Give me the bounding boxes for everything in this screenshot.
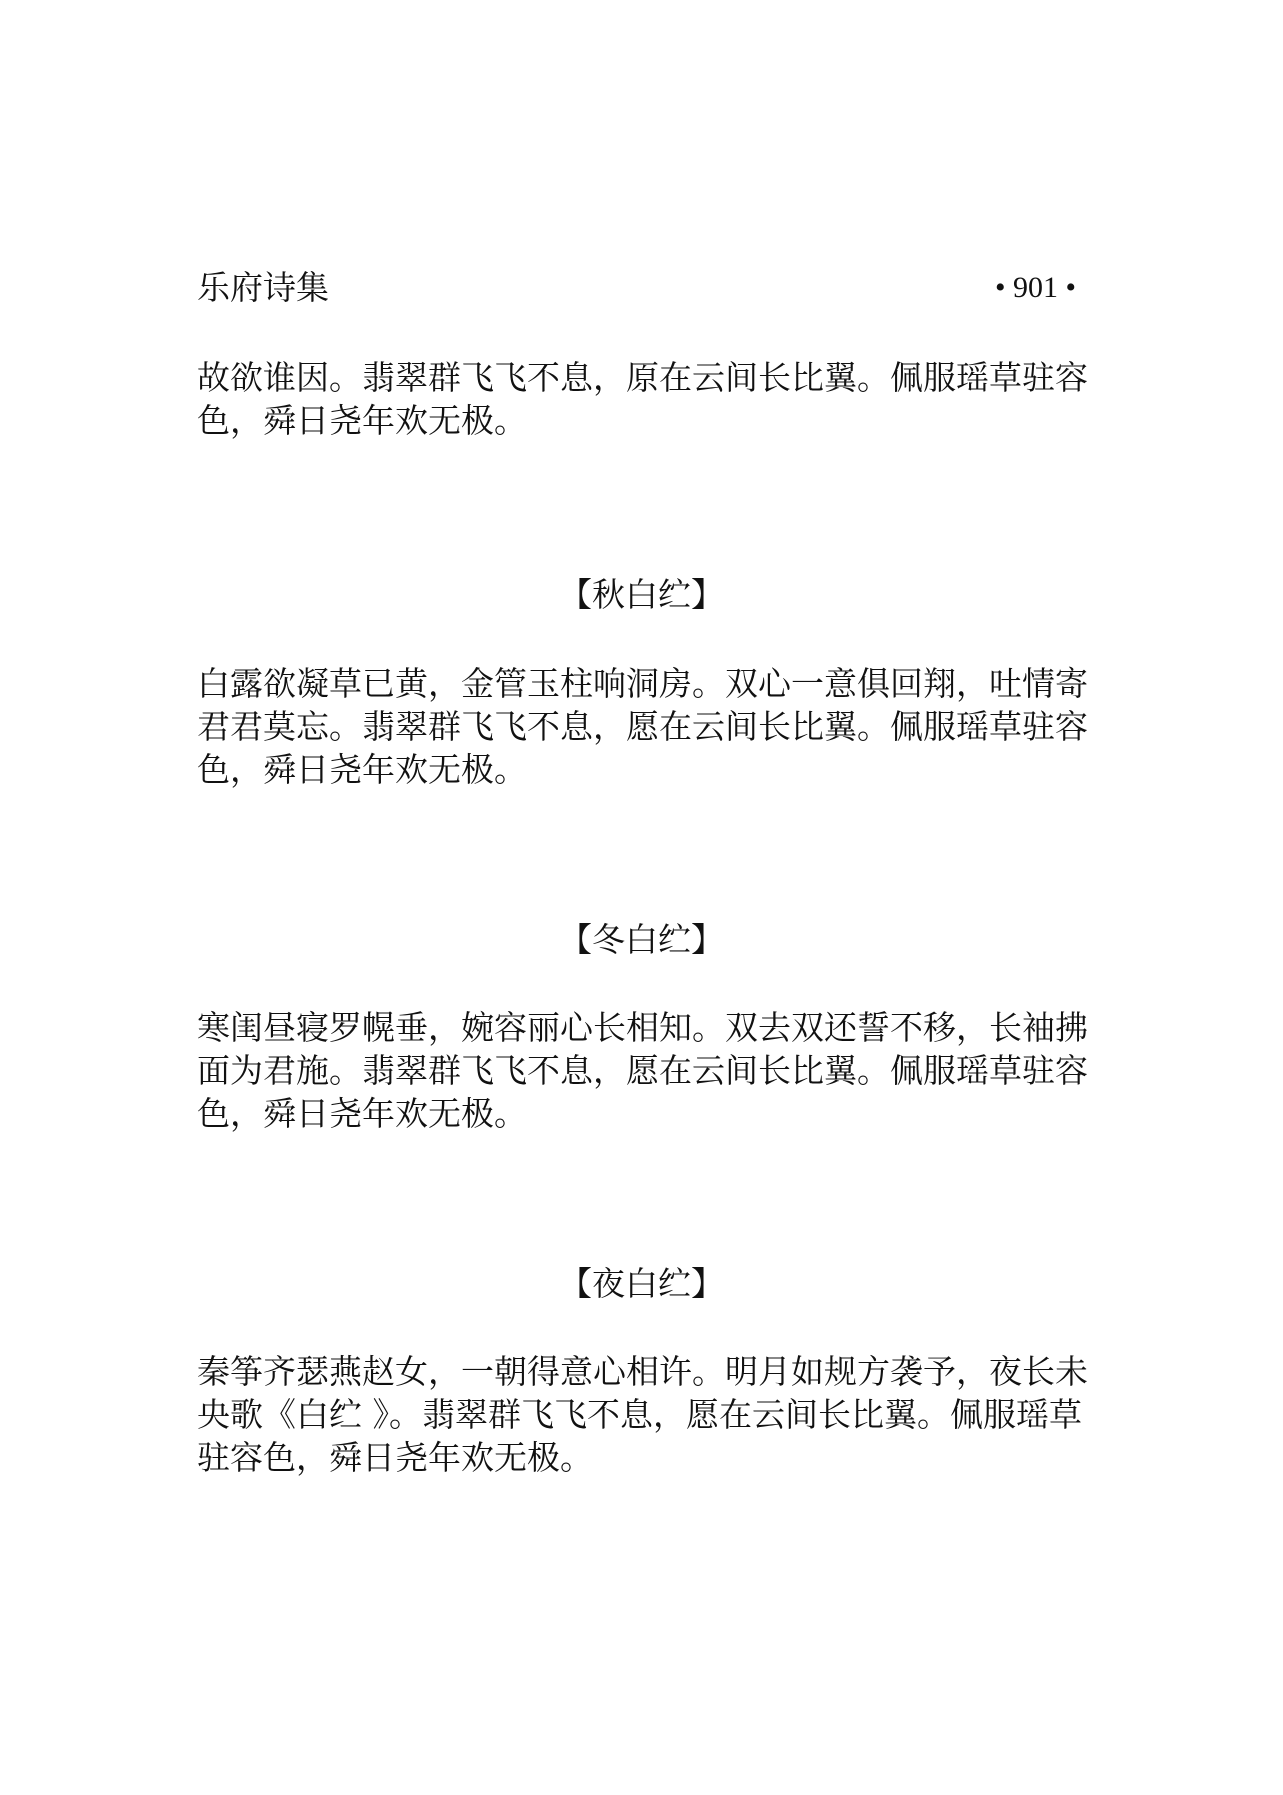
- poem-body-night: [197, 1350, 1097, 1479]
- text-line: 色，舜日尧年欢无极。: [197, 401, 527, 440]
- text-line: 秦筝齐瑟燕赵女，一朝得意心相许。明月如规方袭予，夜长未: [197, 1352, 1088, 1391]
- page-number: • 901 •: [994, 271, 1076, 304]
- poem-body-winter: [197, 1006, 1097, 1135]
- continuation-paragraph: [197, 356, 1097, 442]
- poem-title-night: 【夜白纻】: [559, 1264, 724, 1303]
- text-line: 面为君施。翡翠群飞飞不息，愿在云间长比翼。佩服瑶草驻容: [197, 1051, 1088, 1090]
- poem-body-autumn: [197, 662, 1097, 791]
- text-line: 故欲谁因。翡翠群飞飞不息，原在云间长比翼。佩服瑶草驻容: [197, 358, 1088, 397]
- poem-title-autumn: 【秋白纻】: [559, 575, 724, 614]
- running-head-title: 乐府诗集: [197, 268, 329, 307]
- text-line: 色，舜日尧年欢无极。: [197, 1094, 527, 1133]
- text-line: 色，舜日尧年欢无极。: [197, 750, 527, 789]
- text-line: 白露欲凝草已黄，金管玉柱响洞房。双心一意俱回翔，吐情寄: [197, 664, 1088, 703]
- text-line: 寒闺昼寝罗幌垂，婉容丽心长相知。双去双还誓不移，长袖拂: [197, 1008, 1088, 1047]
- poem-title-winter: 【冬白纻】: [559, 920, 724, 959]
- text-line: 驻容色，舜日尧年欢无极。: [197, 1438, 593, 1477]
- text-line: 君君莫忘。翡翠群飞飞不息，愿在云间长比翼。佩服瑶草驻容: [197, 707, 1088, 746]
- text-line: 央歌《白纻 》。翡翠群飞飞不息，愿在云间长比翼。佩服瑶草: [197, 1395, 1082, 1434]
